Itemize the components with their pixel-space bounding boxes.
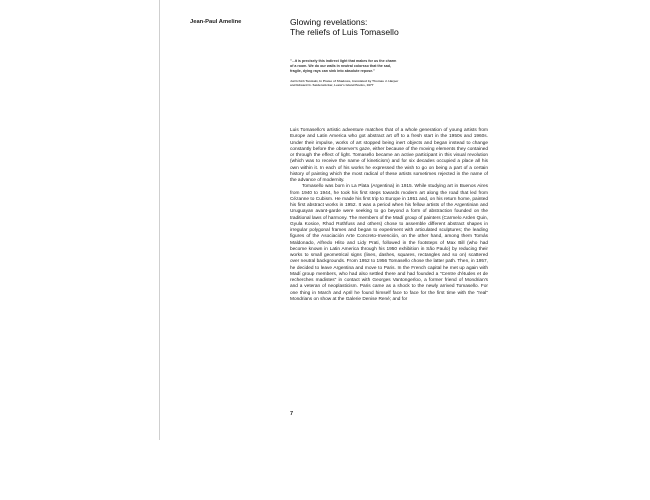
epigraph-quote: "...it is precisely this indirect light that makes for us the charm of a room. We do our walls in neutral colorsso that the sad, fragile, dying rays can sink into absolute repose." bbox=[290, 59, 397, 74]
title-line-2: The reliefs of Luis Tomasello bbox=[290, 27, 399, 37]
epigraph bbox=[290, 59, 400, 87]
epigraph-source: Jun'ichirō Tanizaki, In Praise of Shadows, translated by Thomas J. Harper and Edward G. Seidensticker, Leete's Island Books, 1977 bbox=[290, 78, 399, 88]
article-body bbox=[290, 128, 488, 303]
article-title bbox=[290, 17, 490, 37]
author-name: Jean-Paul Ameline bbox=[190, 19, 242, 25]
body-paragraph-1: Luis Tomasello's artistic adventure matches that of a whole generation of young artists from Europe and Latin America who got abstract art off to a fresh start in the 1950s and 1960s. Under their impulse, works of art stopped being inert objects and began instead to change constantly before the observer's gaze, either because of the moving elements they contained or through the effect of light. Tomasello became an active participant in this visual revolution (which was to receive the name of kineticism) and for six decades occupied a place all his own within it. In each of his works he expressed the wish to go on being a part of a certain history of painting which the most radical of these artists sometimes rejected in the name of the advance of modernity. bbox=[290, 128, 488, 183]
title-line-1: Glowing revelations: bbox=[290, 17, 368, 27]
page-gutter-divider bbox=[159, 0, 160, 440]
body-paragraph-2: Tomasello was born in La Plata (Argentina) in 1915. While studying art in Buenos Aires from 1940 to 1944, he took his first steps towards modern art along the road that led from Cézanne to Cubism. He made his first trip to Europe in 1951 and, on his return home, painted his first abstract works in 1952. It was a period when his fellow artists of the Argentinian and Uruguayan avant-garde were seeking to go beyond a form of abstraction founded on the traditional laws of harmony. The members of the Madí group of painters (Carmelo Arden Quin, Gyula Kosice, Rhod Rothfuss and others) chose to assemble different abstract shapes in irregular polygonal frames and began to experiment with articulated sculptures; the leading figures of the Asociación Arte Concreto-Invención, on the other hand, among them Tomás Maldonado, Alfredo Hlito and Lidy Prati, followed in the footsteps of Max Bill (who had become known in Latin America through his 1950 exhibition in São Paulo) by reducing their works to small geometrical signs (lines, dashes, squares, rectangles and so on) scattered over neutral backgrounds. From 1952 to 1956 Tomasello chose the latter path. Then, in 1957, he decided to leave Argentina and move to Paris. In the French capital he met up again with Madí group members, who had also settled there and had founded a "Centre d'études et de recherches madistes" in contact with Georges Vantongerloo, a former friend of Mondrian's and a veteran of neoplasticism. Paris came as a shock to the newly arrived Tomasello. For one thing in March and April he found himself face to face for the first time with the "real" Mondrians on show at the Galerie Denise René; and for bbox=[290, 184, 488, 302]
page-number: 7 bbox=[290, 411, 294, 417]
